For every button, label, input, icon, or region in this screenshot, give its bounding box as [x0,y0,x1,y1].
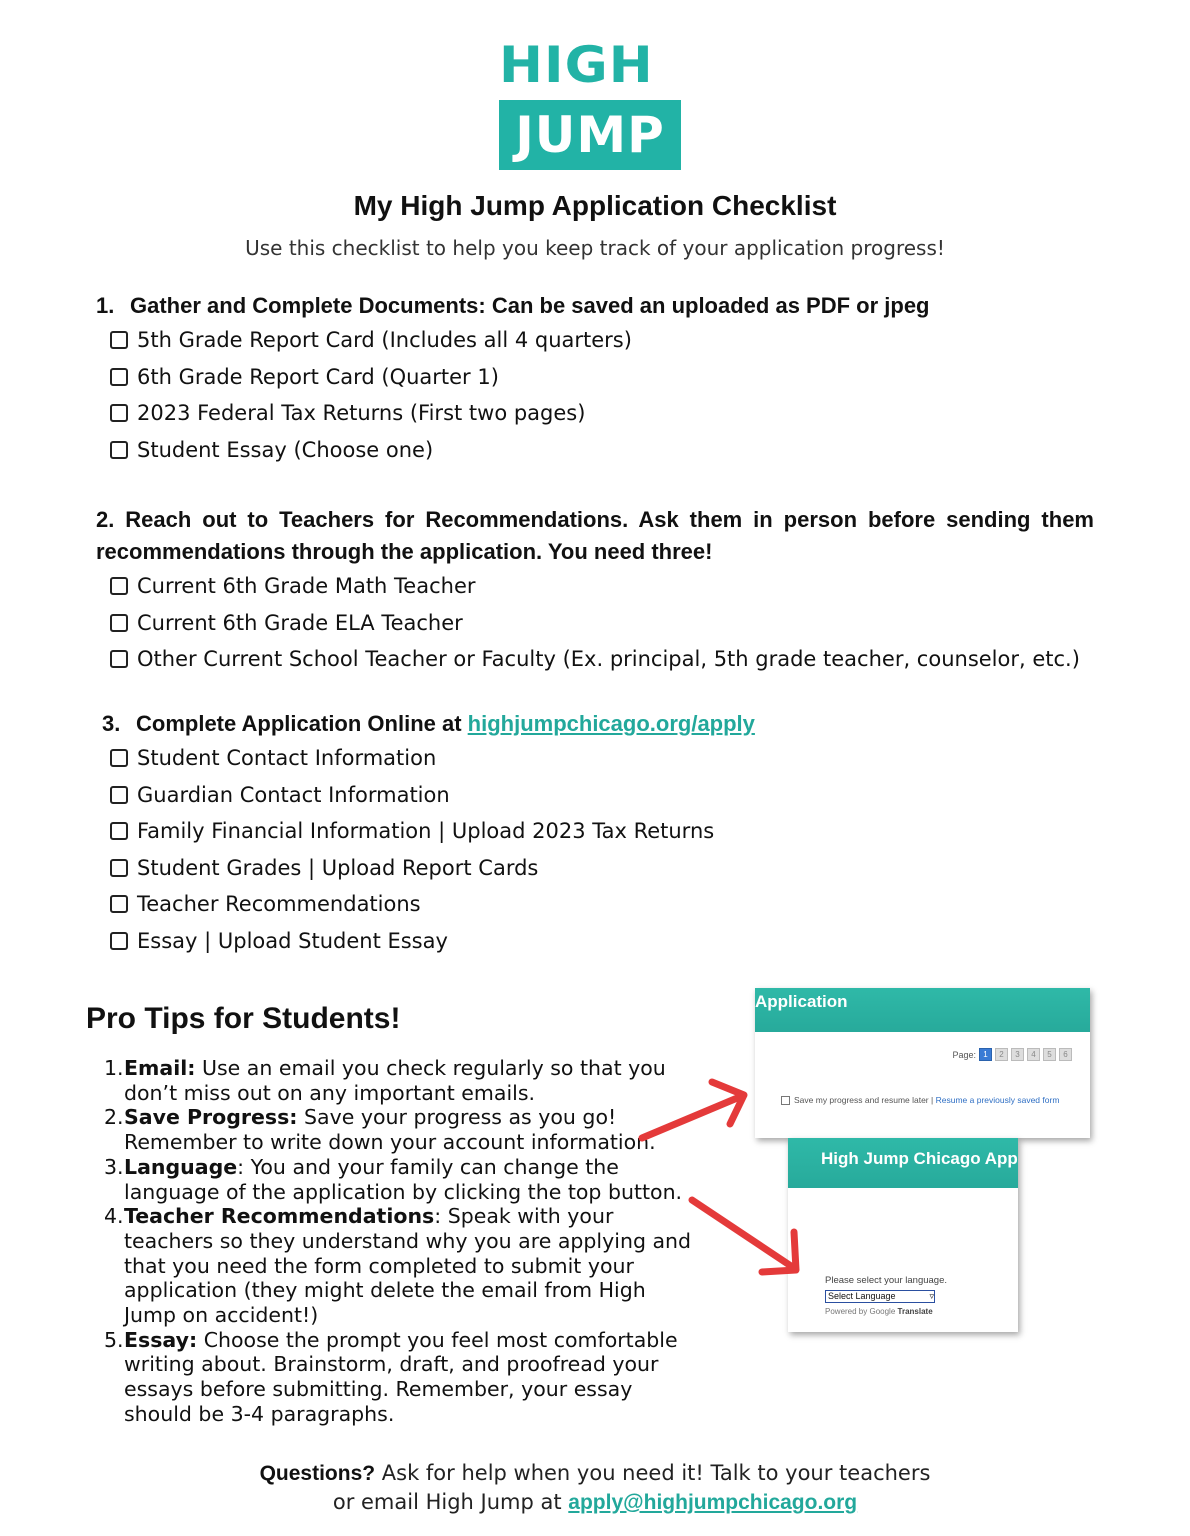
checklist-item[interactable]: Current 6th Grade Math Teacher [110,568,1094,605]
high-jump-logo [499,36,681,170]
checkbox-icon[interactable] [110,441,128,459]
save-progress-row: Save my progress and resume later | Resume a previously saved form [781,1095,1059,1105]
save-progress-screenshot [755,988,1090,1138]
checkbox-icon[interactable] [110,650,128,668]
section-gather-documents [96,290,1096,468]
section-heading: 1. Gather and Complete Documents: Can be saved an uploaded as PDF or jpeg [96,293,930,318]
tip-item: 5. Essay: Choose the prompt you feel most comfortable writing about. Brainstorm, draft, and proofread your essays before submitting. Remember, your essay should be 3-4 paragraphs. [104,1327,678,1426]
logo-line-high: HIGH [499,36,654,94]
page-button[interactable]: 4 [1027,1048,1040,1061]
page-subtitle: Use this checklist to help you keep track of your application progress! [245,236,945,260]
checklist-item[interactable]: Essay | Upload Student Essay [110,923,1096,960]
section-complete-online [96,708,1096,959]
section-heading: 2. Reach out to Teachers for Recommendations. Ask them in person before sending them recommendations through the application. You need three! [96,507,1094,564]
checkbox-icon[interactable] [110,614,128,632]
checkbox-icon[interactable] [110,822,128,840]
resume-form-link[interactable]: Resume a previously saved form [935,1095,1060,1105]
page-button[interactable]: 1 [979,1048,992,1061]
footer-line-2: or email High Jump at apply@highjumpchicago.org [332,1490,858,1514]
save-progress-checkbox[interactable] [781,1096,790,1105]
checklist-item[interactable]: Student Grades | Upload Report Cards [110,850,1096,887]
language-screenshot [788,1138,1018,1332]
language-label: Please select your language. [825,1275,947,1286]
section-recommendations [96,504,1094,678]
chevron-down-icon: ▿ [929,1291,934,1301]
powered-by-google-translate: Powered by Google Translate [825,1307,933,1316]
checklist-item[interactable]: Current 6th Grade ELA Teacher [110,605,1094,642]
checklist-item[interactable]: Student Essay (Choose one) [110,432,1096,469]
checkbox-icon[interactable] [110,749,128,767]
footer-line-1: Questions? Ask for help when you need it! Talk to your teachers [259,1461,931,1485]
tip-item: 1. Email: Use an email you check regularly so that you don’t miss out on any important emails. [104,1056,666,1105]
checklist [110,322,1096,468]
email-link[interactable]: apply@highjumpchicago.org [568,1491,858,1514]
checklist-item[interactable]: 5th Grade Report Card (Includes all 4 quarters) [110,322,1096,359]
checklist-item[interactable]: Student Contact Information [110,740,1096,777]
checkbox-icon[interactable] [110,404,128,422]
page-button[interactable]: 2 [995,1048,1008,1061]
tip-item: 3. Language: You and your family can change the language of the application by clicking the top button. [104,1154,683,1204]
checkbox-icon[interactable] [110,932,128,950]
google-logo: Google [869,1307,896,1316]
page-indicator: Page: 1 2 3 4 5 6 [952,1048,1072,1061]
checkbox-icon[interactable] [110,786,128,804]
pro-tips-list [104,1056,704,1427]
page-button[interactable]: 5 [1043,1048,1056,1061]
checkbox-icon[interactable] [110,577,128,595]
checklist-item[interactable]: 2023 Federal Tax Returns (First two pages) [110,395,1096,432]
checkbox-icon[interactable] [110,368,128,386]
tip-item: 4. Teacher Recommendations: Speak with your teachers so they understand why you are applying and that you need the form completed to submit your application (they might delete the email from High Jump on accident!) [104,1204,692,1328]
checklist-item[interactable]: Family Financial Information | Upload 2023 Tax Returns [110,813,1096,850]
checklist-item[interactable]: 6th Grade Report Card (Quarter 1) [110,359,1096,396]
section-heading: 3. Complete Application Online at highjumpchicago.org/apply [102,711,755,736]
checkbox-icon[interactable] [110,331,128,349]
tip-item: 2. Save Progress: Save your progress as you go! Remember to write down your account information. [104,1105,656,1155]
application-header: High Jump Chicago App [788,1138,1018,1188]
checkbox-icon[interactable] [110,859,128,877]
red-arrow-icon [692,1200,796,1272]
footer [0,1459,1190,1517]
application-header: Application [755,988,1090,1032]
pro-tips-title: Pro Tips for Students! [86,1002,401,1035]
checklist [110,740,1096,959]
language-select[interactable]: Select Language ▿ [825,1290,935,1303]
apply-link[interactable]: highjumpchicago.org/apply [467,711,755,736]
logo-line-jump: JUMP [499,100,681,170]
page-button[interactable]: 6 [1059,1048,1072,1061]
checklist-item[interactable]: Other Current School Teacher or Faculty (Ex. principal, 5th grade teacher, counselor, etc.) [110,641,1094,678]
page-title: My High Jump Application Checklist [353,190,837,221]
checkbox-icon[interactable] [110,895,128,913]
checklist [110,568,1094,678]
checklist-item[interactable]: Teacher Recommendations [110,886,1096,923]
checklist-item[interactable]: Guardian Contact Information [110,777,1096,814]
page-button[interactable]: 3 [1011,1048,1024,1061]
